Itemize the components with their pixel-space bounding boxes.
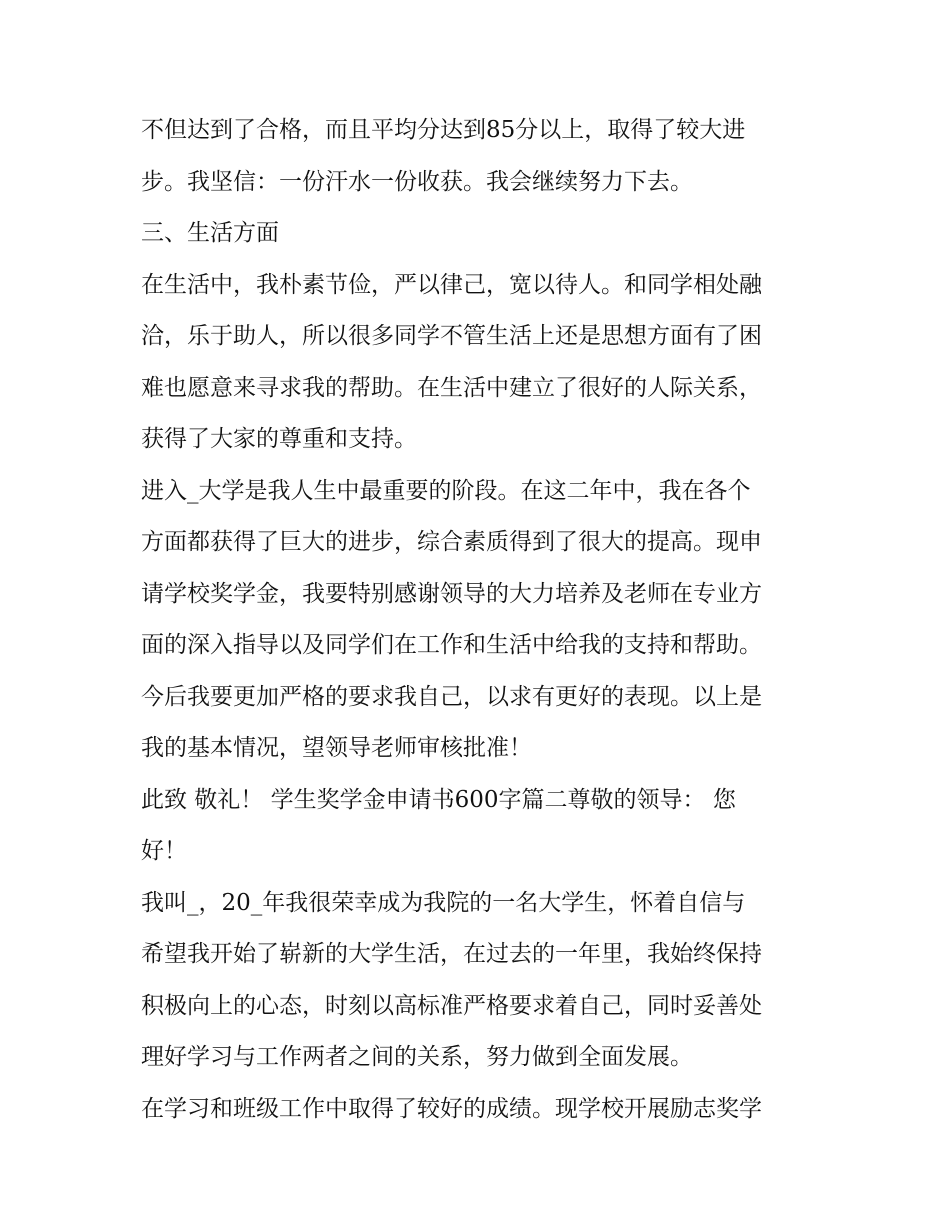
- text-line: 步。我坚信：一份汗水一份收获。我会继续努力下去。: [141, 168, 693, 195]
- text-line: 理好学习与工作两者之间的关系，努力做到全面发展。: [141, 1044, 693, 1070]
- text-line: 在生活中，我朴素节俭，严以律己，宽以待人。和同学相处融: [141, 271, 762, 298]
- text-line: 在学习和班级工作中取得了较好的成绩。现学校开展励志奖学: [141, 1095, 762, 1122]
- text-line: 我的基本情况，望领导老师审核批准！: [141, 735, 532, 761]
- text-line: 洽，乐于助人，所以很多同学不管生活上还是思想方面有了困: [141, 323, 762, 349]
- text-line: 请学校奖学金，我要特别感谢领导的大力培养及老师在专业方: [141, 580, 762, 607]
- text-line: 难也愿意来寻求我的帮助。在生活中建立了很好的人际关系，: [141, 374, 762, 401]
- section-heading: 三、生活方面: [141, 220, 279, 246]
- text-line: 不但达到了合格，而且平均分达到85分以上，取得了较大进: [141, 117, 746, 143]
- document-body: [141, 105, 821, 1135]
- text-line: 面的深入指导以及同学们在工作和生活中给我的支持和帮助。: [141, 632, 762, 658]
- text-line: 希望我开始了崭新的大学生活，在过去的一年里，我始终保持: [141, 941, 762, 967]
- text-line: 好！: [141, 838, 187, 864]
- text-line: 我叫_，20_年我很荣幸成为我院的一名大学生，怀着自信与: [141, 889, 746, 916]
- text-line: 方面都获得了巨大的进步，综合素质得到了很大的提高。现申: [141, 529, 762, 555]
- text-line: 此致 敬礼！ 学生奖学金申请书600字篇二尊敬的领导： 您: [141, 786, 736, 813]
- text-line: 进入_大学是我人生中最重要的阶段。在这二年中，我在各个: [141, 477, 751, 504]
- text-line: 积极向上的心态，时刻以高标准严格要求着自己，同时妥善处: [141, 992, 762, 1019]
- text-line: 获得了大家的尊重和支持。: [141, 426, 417, 452]
- text-line: 今后我要更加严格的要求我自己，以求有更好的表现。以上是: [141, 683, 762, 710]
